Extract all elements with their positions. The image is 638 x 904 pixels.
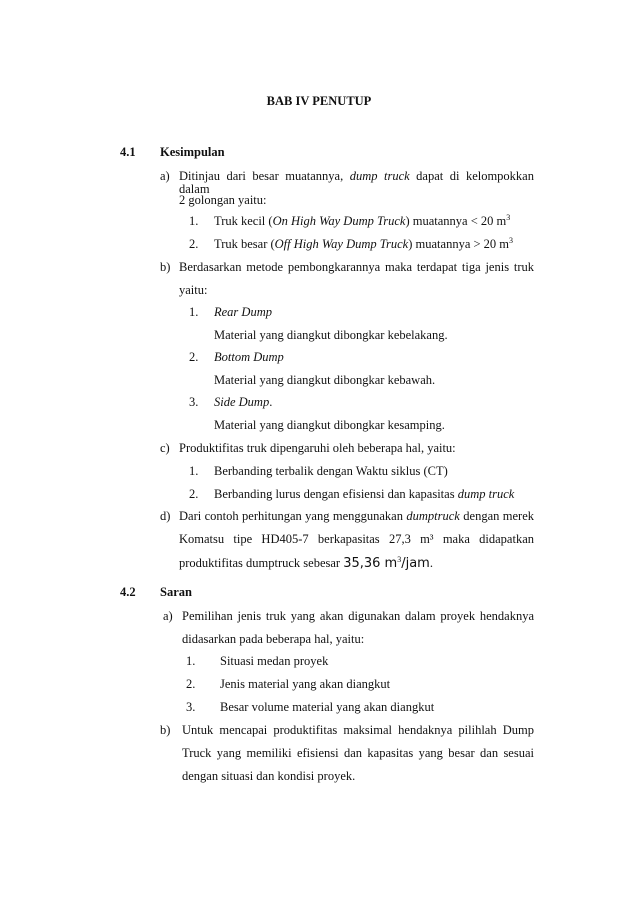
text-span: Ditinjau dari besar muatannya, <box>179 169 350 183</box>
paragraph-line <box>179 557 433 570</box>
italic-text: dumptruck <box>406 509 460 523</box>
list-item: Besar volume material yang akan diangkut <box>220 700 435 714</box>
paragraph-line: yaitu: <box>179 283 208 297</box>
list-item: Situasi medan proyek <box>220 654 329 668</box>
list-item <box>214 238 513 251</box>
item-marker: b) <box>160 260 171 274</box>
paragraph-line: Produktifitas truk dipengaruhi oleh beberapa hal, yaitu: <box>179 441 456 455</box>
item-marker: b) <box>160 723 171 737</box>
text-span: produktifitas dumptruck sebesar <box>179 556 344 570</box>
text-span: dapat di kelompokkan dalam <box>179 169 534 196</box>
section-4-2-heading: Saran <box>160 585 192 599</box>
list-item: Jenis material yang akan diangkut <box>220 677 391 691</box>
text-span: Truk kecil ( <box>214 214 273 228</box>
paragraph-line: Untuk mencapai produktifitas maksimal hendaknya pilihlah Dump <box>182 723 534 737</box>
text-span: < 20 m <box>470 214 507 228</box>
text-span: . <box>269 395 273 409</box>
list-number: 2. <box>189 237 199 251</box>
section-4-1-heading: Kesimpulan <box>160 145 225 159</box>
math-text: /jam <box>401 556 430 571</box>
text-span: > 20 m <box>473 237 510 251</box>
list-number: 2. <box>189 487 199 501</box>
math-text: 35,36 m <box>343 556 398 571</box>
dump-type-name: Rear Dump <box>214 305 272 319</box>
paragraph-line <box>179 170 534 195</box>
paragraph-line <box>179 510 534 523</box>
list-number: 1. <box>189 464 199 478</box>
paragraph-line: Truck yang memiliki efisiensi dan kapasitas yang besar dan sesuai <box>182 746 534 760</box>
italic-text: Side Dump <box>214 395 270 409</box>
paragraph-line: Komatsu tipe HD405-7 berkapasitas 27,3 m³ maka didapatkan <box>179 532 534 546</box>
superscript: 3 <box>506 213 511 222</box>
text-span: Berbanding lurus dengan efisiensi dan kapasitas <box>214 487 458 501</box>
paragraph-line: didasarkan pada beberapa hal, yaitu: <box>182 632 365 646</box>
superscript: 3 <box>509 236 514 245</box>
text-span: Truk besar ( <box>214 237 275 251</box>
section-4-2-number: 4.2 <box>120 585 136 599</box>
list-number: 2. <box>186 677 196 691</box>
paragraph-line: Pemilihan jenis truk yang akan digunakan dalam proyek hendaknya <box>182 609 534 623</box>
italic-text: Off High Way Dump Truck <box>274 237 409 251</box>
list-item: Berbanding terbalik dengan Waktu siklus (CT) <box>214 464 448 478</box>
italic-text: dump truck <box>349 169 410 183</box>
text-span: ) muatannya <box>408 237 474 251</box>
dump-type-description: Material yang diangkut dibongkar kebelakang. <box>214 328 448 342</box>
paragraph-line: dengan situasi dan kondisi proyek. <box>182 769 356 783</box>
item-marker: a) <box>160 169 170 183</box>
text-span: Dari contoh perhitungan yang menggunakan <box>179 509 407 523</box>
list-number: 1. <box>189 305 199 319</box>
paragraph-line: Berdasarkan metode pembongkarannya maka terdapat tiga jenis truk <box>179 260 534 274</box>
list-number: 2. <box>189 350 199 364</box>
chapter-title: BAB IV PENUTUP <box>266 94 372 108</box>
section-4-1-number: 4.1 <box>120 145 136 159</box>
superscript: 3 <box>397 555 402 564</box>
list-number: 1. <box>189 214 199 228</box>
list-number: 3. <box>186 700 196 714</box>
list-number: 3. <box>189 395 199 409</box>
item-marker: a) <box>163 609 173 623</box>
italic-text: On High Way Dump Truck <box>272 214 406 228</box>
text-span: . <box>429 556 433 570</box>
dump-type-name: Bottom Dump <box>214 350 284 364</box>
text-span: ) muatannya <box>405 214 471 228</box>
item-marker: d) <box>160 509 171 523</box>
dump-type-name <box>214 396 272 409</box>
dump-type-description: Material yang diangkut dibongkar kesamping. <box>214 418 445 432</box>
text-span: dengan merek <box>459 509 534 523</box>
list-item <box>214 215 510 228</box>
paragraph-line: 2 golongan yaitu: <box>179 193 267 207</box>
dump-type-description: Material yang diangkut dibongkar kebawah. <box>214 373 436 387</box>
list-item <box>214 488 514 501</box>
italic-text: dump truck <box>457 487 515 501</box>
item-marker: c) <box>160 441 170 455</box>
list-number: 1. <box>186 654 196 668</box>
